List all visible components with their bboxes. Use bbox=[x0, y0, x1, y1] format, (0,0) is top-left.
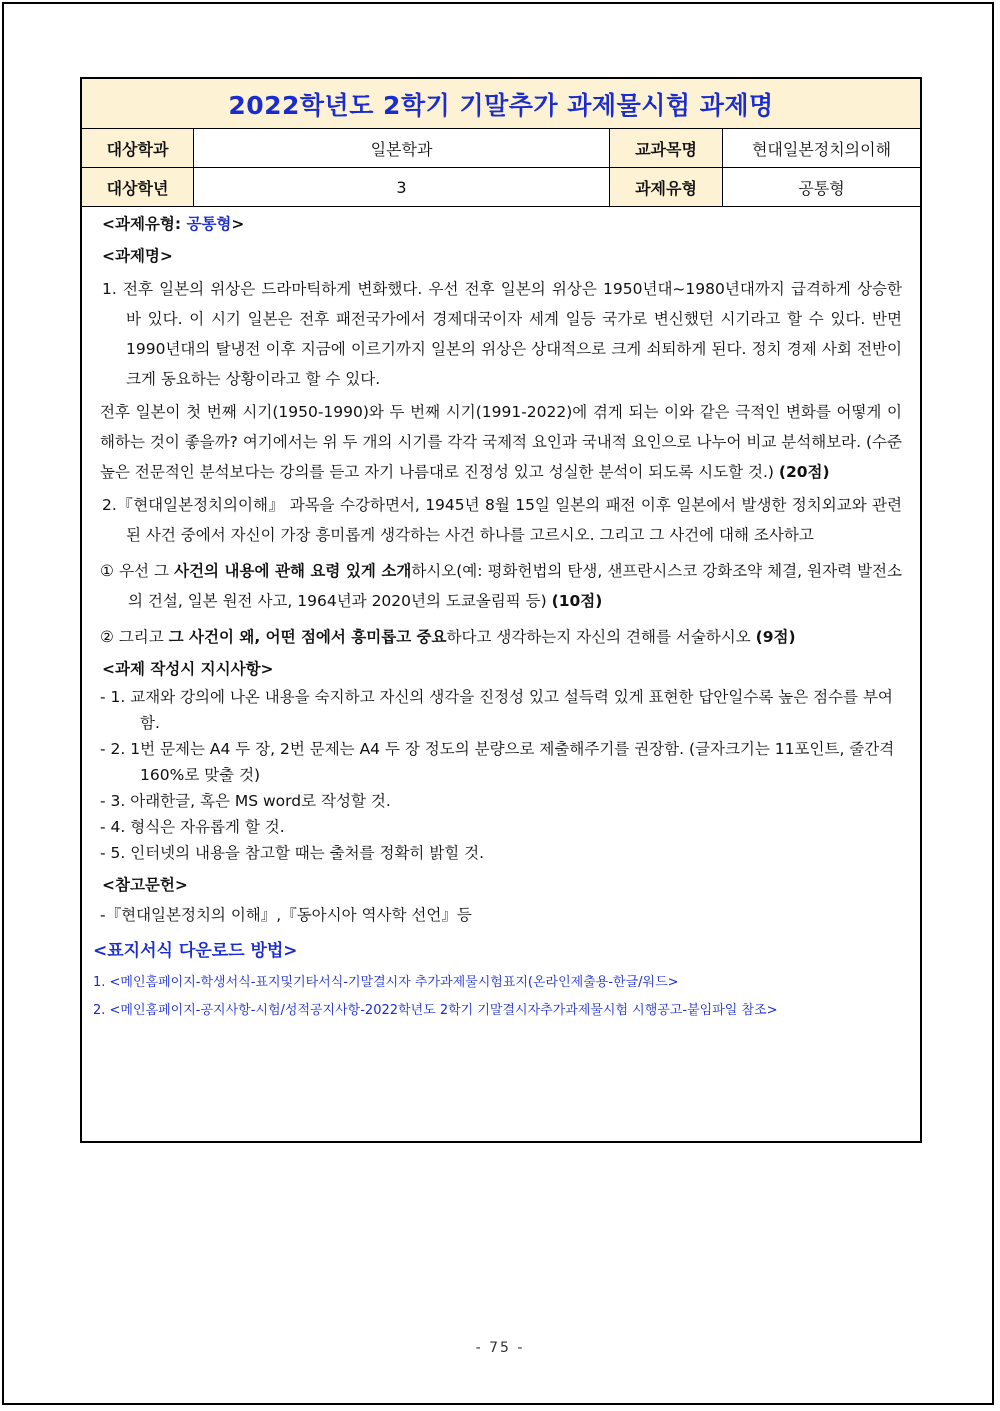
info-row-dept bbox=[82, 129, 920, 168]
references-heading: <참고문헌> bbox=[102, 876, 188, 894]
dept-value: 일본학과 bbox=[194, 129, 610, 167]
instructions-heading: <과제 작성시 지시사항> bbox=[102, 660, 274, 678]
instruction-item: - 5. 인터넷의 내용을 참고할 때는 출처를 정확히 밝힐 것. bbox=[100, 844, 485, 862]
type-value: 공통형 bbox=[798, 178, 845, 198]
sub2-bold: 그 사건이 왜, 어떤 점에서 흥미롭고 중요 bbox=[168, 628, 447, 646]
instruction-item: - 4. 형식은 자유롭게 할 것. bbox=[100, 818, 285, 836]
sub1-points: (10점) bbox=[551, 592, 603, 610]
assignment-sheet bbox=[80, 77, 922, 1143]
task-type-prefix: <과제유형: bbox=[102, 215, 187, 233]
type-label: 과제유형 bbox=[610, 168, 723, 206]
sub2-post: 하다고 생각하는지 자신의 견해를 서술하시오 bbox=[446, 628, 751, 646]
question-1-points: (20점) bbox=[778, 463, 830, 481]
download-link-2[interactable]: 2. <메인홈페이지-공지사항-시험/성적공지사항-2022학년도 2학기 기말결시자추가과제물시험 시행공고-붙임파일 참조> bbox=[93, 1003, 778, 1018]
assignment-content bbox=[82, 209, 920, 1024]
course-label: 교과목명 bbox=[610, 129, 723, 167]
info-row-year bbox=[82, 168, 920, 207]
download-heading: <표지서식 다운로드 방법> bbox=[93, 941, 298, 961]
question-2-sub-1 bbox=[100, 556, 902, 616]
sub1-bold: 사건의 내용에 관해 요령 있게 소개 bbox=[174, 562, 412, 580]
instruction-item: - 3. 아래한글, 혹은 MS word로 작성할 것. bbox=[100, 792, 391, 810]
references-text: -『현대일본정치의 이해』,『동아시아 역사학 선언』등 bbox=[100, 906, 472, 924]
question-1-detail-text: 전후 일본이 첫 번째 시기(1950-1990)와 두 번째 시기(1991-2022)에 겪게 되는 이와 같은 극적인 변화를 어떻게 이해하는 것이 좋을까? 여기에서는 위 두 개의 시기를 각각 국제적 요인과 국내적 요인으로 나누어 비교 분석해보라. (수준 높은 전문적인 분석보다는 강의를 듣고 자기 나름대로 진정성 있고 성실한 분석이 되도록 시도할 것.) bbox=[100, 403, 902, 481]
question-2: 2.『현대일본정치의이해』 과목을 수강하면서, 1945년 8월 15일 일본의 패전 이후 일본에서 발생한 정치외교와 관련된 사건 중에서 자신이 가장 흥미롭게 생각하는 사건 하나를 고르시오. 그리고 그 사건에 대해 조사하고 bbox=[102, 496, 902, 544]
question-2-sub-2 bbox=[100, 622, 902, 652]
task-type-suffix: > bbox=[231, 215, 245, 233]
instruction-item: - 2. 1번 문제는 A4 두 장, 2번 문제는 A4 두 장 정도의 분량으로 제출해주기를 권장함. (글자크기는 11포인트, 줄간격 160%로 맞출 것) bbox=[100, 740, 895, 784]
page-number: - 75 - bbox=[475, 1340, 525, 1356]
download-link-1[interactable]: 1. <메인홈페이지-학생서식-표지및기타서식-기말결시자 추가과제물시험표지(온라인제출용-한글/워드> bbox=[93, 975, 679, 990]
question-1-detail bbox=[100, 397, 902, 487]
sub1-pre: ① 우선 그 bbox=[100, 562, 175, 580]
course-value: 현대일본정치의이해 bbox=[751, 139, 892, 159]
task-type-value: 공통형 bbox=[186, 215, 232, 233]
task-heading: <과제명> bbox=[102, 247, 173, 265]
question-1: 1. 전후 일본의 위상은 드라마틱하게 변화했다. 우선 전후 일본의 위상은 1950년대~1980년대까지 급격하게 상승한 바 있다. 이 시기 일본은 전후 패전국가에서 경제대국이자 세계 일등 국가로 변신했던 시기라고 할 수 있다. 반면 1990년대의 탈냉전 이후 지금에 이르기까지 일본의 위상은 상대적으로 크게 쇠퇴하게 된다. 정치 경제 사회 전반이 크게 동요하는 상황이라고 할 수 있다. bbox=[102, 280, 902, 388]
sub2-points: (9점) bbox=[755, 628, 796, 646]
instruction-item: - 1. 교재와 강의에 나온 내용을 숙지하고 자신의 생각을 진정성 있고 설득력 있게 표현한 답안일수록 높은 점수를 부여함. bbox=[100, 688, 893, 732]
sub1-post: 하시오(예: 평화헌법의 탄생, 샌프란시스코 강화조약 체결, 원자력 발전소의 건설, 일본 원전 사고, 1964년과 2020년의 도쿄올림픽 등) bbox=[128, 562, 902, 610]
year-label: 대상학년 bbox=[82, 168, 194, 206]
task-type-heading bbox=[100, 209, 902, 239]
page-title: 2022학년도 2학기 기말추가 과제물시험 과제명 bbox=[82, 79, 920, 129]
year-value: 3 bbox=[194, 168, 610, 206]
sub2-pre: ② 그리고 bbox=[100, 628, 169, 646]
dept-label: 대상학과 bbox=[82, 129, 194, 167]
